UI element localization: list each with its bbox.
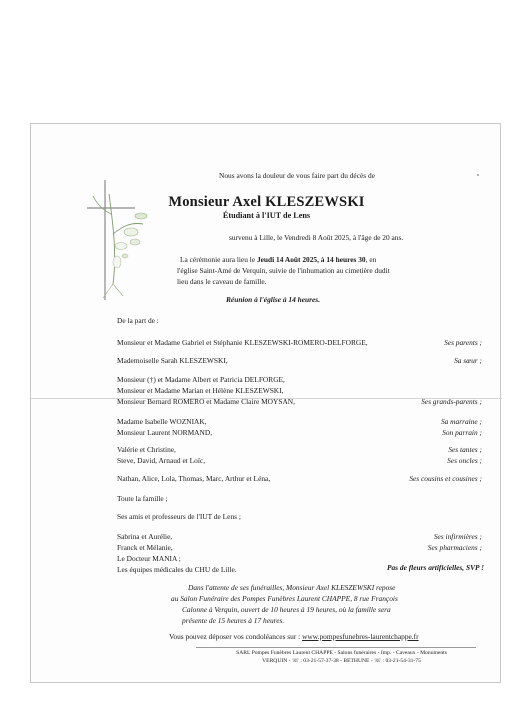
ceremony-line-1 [180, 256, 376, 263]
no-flowers-text: Pas de fleurs artificielles, SVP ! [386, 563, 484, 572]
family-name: Steve, David, Arnaud et Loïc, [117, 456, 206, 465]
family-name: Monsieur (†) et Madame Albert et Patricia DELFORGE, [117, 375, 285, 384]
family-name: Franck et Mélanie, [117, 543, 173, 552]
family-name: Monsieur Laurent NORMAND, [117, 428, 213, 437]
family-relation: Ses cousins et cousines ; [409, 474, 482, 483]
family-relation: Ses tantes ; [448, 445, 482, 454]
family-relation: Ses parents ; [444, 338, 482, 347]
family-name: Madame Isabelle WOZNIAK, [117, 417, 207, 426]
footer-divider [196, 647, 476, 648]
family-name: Monsieur et Madame Gabriel et Stéphanie KLESZEWSKI-ROMERO-DELFORGE, [117, 338, 368, 347]
condolences-link[interactable]: www.pompesfunebres-laurentchappe.fr [302, 632, 419, 641]
family-relation: Ses oncles ; [447, 456, 482, 465]
condolences-line [169, 633, 419, 640]
family-relation: Sa sœur ; [454, 356, 482, 365]
family-name: Nathan, Alice, Lola, Thomas, Marc, Arthur et Léna, [117, 474, 271, 483]
family-name: Monsieur et Madame Marian et Hélène KLESZEWSKI, [117, 386, 284, 395]
notice-line: Calonne à Verquin, ouvert de 10 heures à 19 heures, où la famille sera [182, 605, 391, 614]
ceremony-date: Jeudi 14 Août 2025, à 14 heures 30 [256, 255, 366, 264]
family-name: Sabrina et Aurélie, [117, 532, 173, 541]
family-name: Mademoiselle Sarah KLESZEWSKI, [117, 356, 228, 365]
ceremony-prefix: La cérémonie aura lieu le [180, 255, 257, 264]
footer-line-1: SARL Pompes Funèbres Laurent CHAPPE - Salons funéraires - Imp. - Caveaux - Monuments [236, 650, 447, 656]
obituary-card [30, 123, 501, 683]
de-la-part-text: De la part de : [117, 316, 159, 325]
notice-line: présente de 15 heures à 17 heures. [182, 616, 285, 625]
family-relation: Son parrain ; [442, 428, 482, 437]
family-name: Monsieur Bernard ROMERO et Madame Claire MOYSAN, [117, 397, 295, 406]
family-relation: Ses grands-parents ; [421, 397, 482, 406]
family-relation: Ses infirmières ; [433, 532, 482, 541]
condolences-prefix: Vous pouvez déposer vos condoléances sur : [169, 632, 303, 641]
family-name: Ses amis et professeurs de l'IUT de Lens ; [117, 512, 241, 521]
deceased-name: Monsieur Axel KLESZEWSKI [168, 194, 365, 210]
ceremony-line-3: lieu dans le caveau de famille. [177, 277, 267, 286]
notice-line: au Salon Funéraire des Pompes Funèbres Laurent CHAPPE, 8 rue François [171, 594, 398, 603]
family-name: Valérie et Christine, [117, 445, 176, 454]
family-name: Les équipes médicales du CHU de Lille. [117, 565, 237, 574]
deceased-subtitle: Étudiant à l'IUT de Lens [222, 211, 311, 220]
family-name: Le Docteur MANIA ; [117, 554, 181, 563]
family-name: Toute la famille ; [117, 494, 168, 503]
notice-line: Dans l'attente de ses funérailles, Monsieur Axel KLESZEWSKI repose [188, 583, 396, 592]
footer-line-2: VERQUIN - ☏ : 03-21-57-37-38 - BETHUNE - ☏ : 03-21-54-31-75 [262, 658, 421, 664]
family-relation: Sa marraine ; [440, 417, 482, 426]
intro-text: Nous avons la douleur de vous faire part du décès de [219, 171, 375, 180]
family-relation: Ses pharmaciens ; [427, 543, 482, 552]
reunion-text: Réunion à l'église à 14 heures. [226, 295, 321, 304]
ceremony-suffix: , en [365, 255, 377, 264]
speck [477, 174, 479, 176]
ceremony-line-2: l'église Saint-Amé de Verquin, suivie de l'inhumation au cimetière dudit [177, 266, 390, 275]
death-info: survenu à Lille, le Vendredi 8 Août 2025, à l'âge de 20 ans. [229, 233, 404, 242]
